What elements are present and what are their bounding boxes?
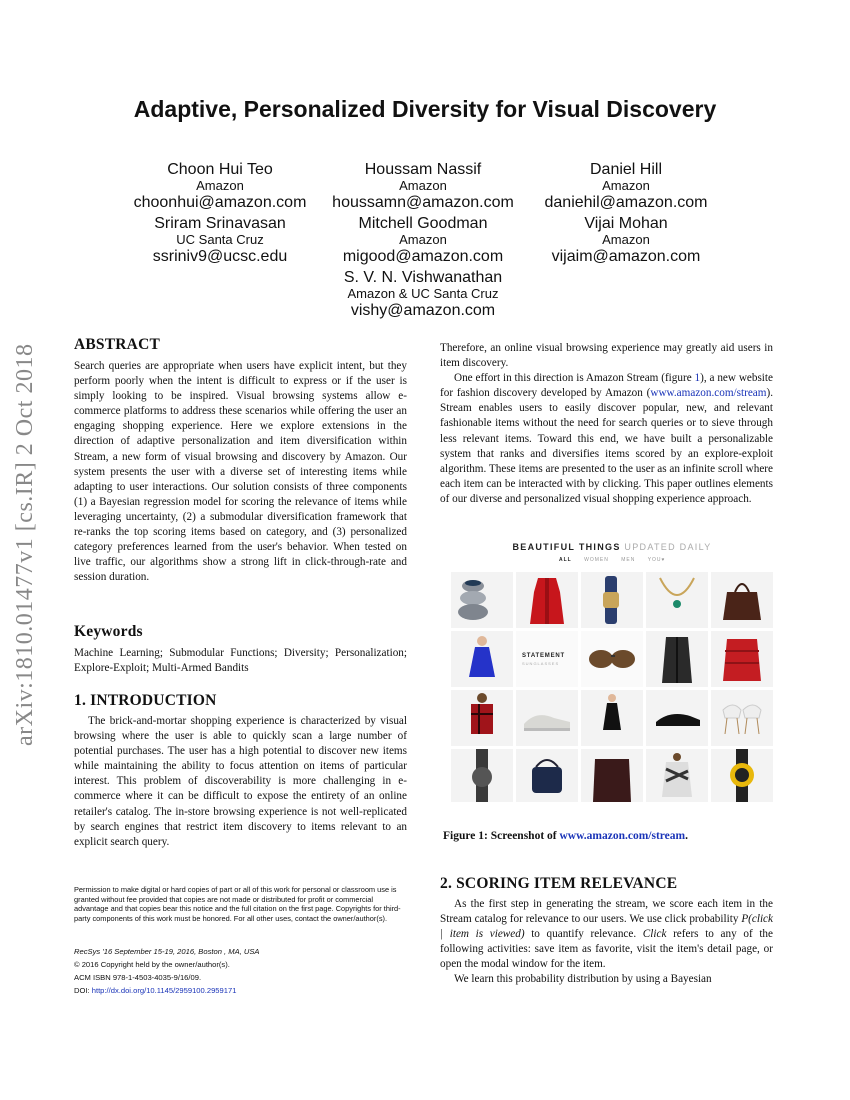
paragraph: Therefore, an online visual browsing experience may greatly aid users in item discovery. (440, 342, 773, 370)
author-name: Vijai Mohan (584, 215, 668, 232)
product-grid (451, 572, 773, 802)
author-block (110, 214, 330, 266)
author-email[interactable]: choonhui@amazon.com (133, 194, 307, 211)
venue: RecSys '16 September 15-19, 2016, Boston , MA, USA (74, 947, 260, 956)
paragraph: As the first step in generating the stream, we score each item in the Stream catalog for relevance to our users. We use click probability P(click | item is viewed) to quantify relevance. Click refers to any of the following activities: save item as favorite, visit the item's detail page, or open the modal window for the item. (440, 898, 773, 971)
author-affiliation: Amazon (399, 178, 447, 193)
product-handbag[interactable] (711, 572, 773, 628)
product-black-dress[interactable] (581, 690, 643, 746)
author-name: Sriram Srinavasan (154, 215, 286, 232)
conference-info (74, 945, 409, 997)
doi-link[interactable]: http://dx.doi.org/10.1145/2959100.2959171 (91, 986, 237, 995)
nav-tab-women[interactable]: WOMEN (584, 557, 609, 563)
author-email[interactable]: migood@amazon.com (342, 248, 504, 265)
caption-stream-link[interactable]: www.amazon.com/stream (559, 830, 686, 842)
figure-caption: Figure 1: Screenshot of www.amazon.com/stream. (443, 830, 688, 842)
scoring-text (440, 897, 773, 988)
right-column-text (440, 341, 773, 507)
product-necklace[interactable] (646, 572, 708, 628)
author-name: Houssam Nassif (364, 161, 482, 178)
permission-notice: Permission to make digital or hard copies of part or all of this work for personal or classroom use is granted without fee provided that copies are not made or distributed for profit or commercial advantage and that copies bear this notice and the full citation on the first page. Copyrights for third-party components of this work must be honored. For all other uses, contact the owner/author(s). (74, 885, 401, 923)
author-block (110, 160, 330, 212)
author-email[interactable]: daniehil@amazon.com (544, 194, 708, 211)
abstract-text: Search queries are appropriate when users have explicit intent, but they perform poorly when the intent is difficult to express or if the user is simply looking to be inspired. Visual browsing systems allow e-commerce platforms to address these scenarios while offering the user an engaging shopping experience. Here we explore extensions in the direction of adaptive personalization and item diversification within Stream, a new form of visual browsing and discovery by Amazon. Our system presents the user with a diverse set of interesting items while adapting to user interactions. Our solution consists of three components (1) a Bayesian regression model for scoring the relevance of items while leveraging uncertainty, (2) a submodular diversification framework that re-ranks the top scoring items based on category, and (3) personalized category preferences learned from the user's behavior. When tested on live traffic, our algorithms show a strong lift in click-through-rate and session duration. (74, 360, 407, 584)
author-name: Mitchell Goodman (358, 215, 488, 232)
statement-sunglasses-banner[interactable] (516, 631, 578, 687)
nav-tab-all[interactable]: ALL (559, 557, 572, 563)
author-block (516, 214, 736, 266)
author-affiliation: Amazon (602, 232, 650, 247)
product-mixing-bowls[interactable] (451, 572, 513, 628)
product-watch[interactable] (581, 572, 643, 628)
keywords-heading: Keywords (74, 623, 143, 640)
product-mens-coat[interactable] (646, 631, 708, 687)
author-name: S. V. N. Vishwanathan (343, 269, 503, 286)
isbn: ACM ISBN 978-1-4503-4035-9/16/09. (74, 973, 202, 982)
product-sweater[interactable] (581, 749, 643, 802)
product-dress-shoe[interactable] (646, 690, 708, 746)
introduction-text: The brick-and-mortar shopping experience is characterized by visual browsing where the user is able to quickly scan a large number of potential purchases. The user has a high potential to discover new items while maintaining the ability to focus attention on items of particular interest. This problem of discoverability is more challenging in e-commerce where it can be difficult to expose the entirety of an online retailer's catalog. The in-store browsing experience is not well-replicated by search engines that restrict item discovery to items relevant to an explicit search query. (74, 715, 407, 848)
product-chairs[interactable] (711, 690, 773, 746)
nav-tab-you[interactable]: YOU♥ (647, 557, 666, 563)
doi: DOI: http://dx.doi.org/10.1145/2959100.2959171 (74, 986, 237, 995)
author-affiliation: Amazon & UC Santa Cruz (347, 286, 499, 301)
product-sneakers[interactable] (516, 690, 578, 746)
product-crossbody-bag[interactable] (516, 749, 578, 802)
author-email[interactable]: houssamn@amazon.com (332, 194, 514, 211)
author-email[interactable]: vijaim@amazon.com (551, 248, 701, 265)
nav-tab-men[interactable]: MEN (621, 557, 636, 563)
product-watch-2[interactable] (451, 749, 513, 802)
author-name: Daniel Hill (589, 161, 663, 178)
author-email[interactable]: ssriniv9@ucsc.edu (152, 248, 288, 265)
product-yellow-watch[interactable] (711, 749, 773, 802)
author-block (313, 214, 533, 266)
author-affiliation: Amazon (196, 178, 244, 193)
stream-nav (559, 557, 676, 563)
figure-stream-screenshot (451, 540, 773, 802)
figure-reference-link[interactable]: 1 (694, 372, 701, 385)
product-blue-dress[interactable] (451, 631, 513, 687)
keywords-text: Machine Learning; Submodular Functions; Diversity; Personalization; Explore-Exploit; Multi-Armed Bandits (74, 647, 407, 675)
copyright: © 2016 Copyright held by the owner/author(s). (74, 960, 230, 969)
author-affiliation: UC Santa Cruz (176, 232, 264, 247)
author-block (516, 160, 736, 212)
arxiv-identifier: arXiv:1810.01477v1 [cs.IR] 2 Oct 2018 (12, 343, 38, 747)
stream-header: BEAUTIFUL THINGS UPDATED DAILY (512, 542, 712, 552)
paragraph: We learn this probability distribution by using a Bayesian (454, 973, 712, 986)
product-plaid-shirt[interactable] (451, 690, 513, 746)
author-block (313, 160, 533, 212)
introduction-heading: 1. INTRODUCTION (74, 692, 217, 709)
statement-text: STATEMENT (522, 653, 565, 659)
product-red-jacket[interactable] (711, 631, 773, 687)
stream-url-link[interactable]: www.amazon.com/stream (650, 387, 767, 400)
product-red-coat[interactable] (516, 572, 578, 628)
product-patterned-top[interactable] (646, 749, 708, 802)
author-name: Choon Hui Teo (167, 161, 273, 178)
statement-subtext: SUNGLASSES (522, 661, 560, 666)
paper-title: Adaptive, Personalized Diversity for Visual Discovery (133, 96, 717, 122)
paragraph: One effort in this direction is Amazon Stream (figure 1), a new website for fashion discovery developed by Amazon (www.amazon.com/stream). Stream enables users to easily discover popular, new, and relevant fashionable items without the need for search queries or to sieve through less relevant items. Toward this end, we have built a personalizable system that ranks and diversifies items scored by an explore-exploit algorithm. These items are presented to the user as an infinite scroll where each item can be interacted with by clicking. This paper outlines elements of our diverse and personalized visual shopping experience approach. (440, 372, 773, 505)
scoring-heading: 2. SCORING ITEM RELEVANCE (440, 875, 678, 892)
product-sunglasses[interactable] (581, 631, 643, 687)
abstract-heading: ABSTRACT (74, 336, 161, 353)
author-email[interactable]: vishy@amazon.com (350, 302, 496, 319)
author-affiliation: Amazon (399, 232, 447, 247)
author-affiliation: Amazon (602, 178, 650, 193)
author-block (313, 268, 533, 320)
